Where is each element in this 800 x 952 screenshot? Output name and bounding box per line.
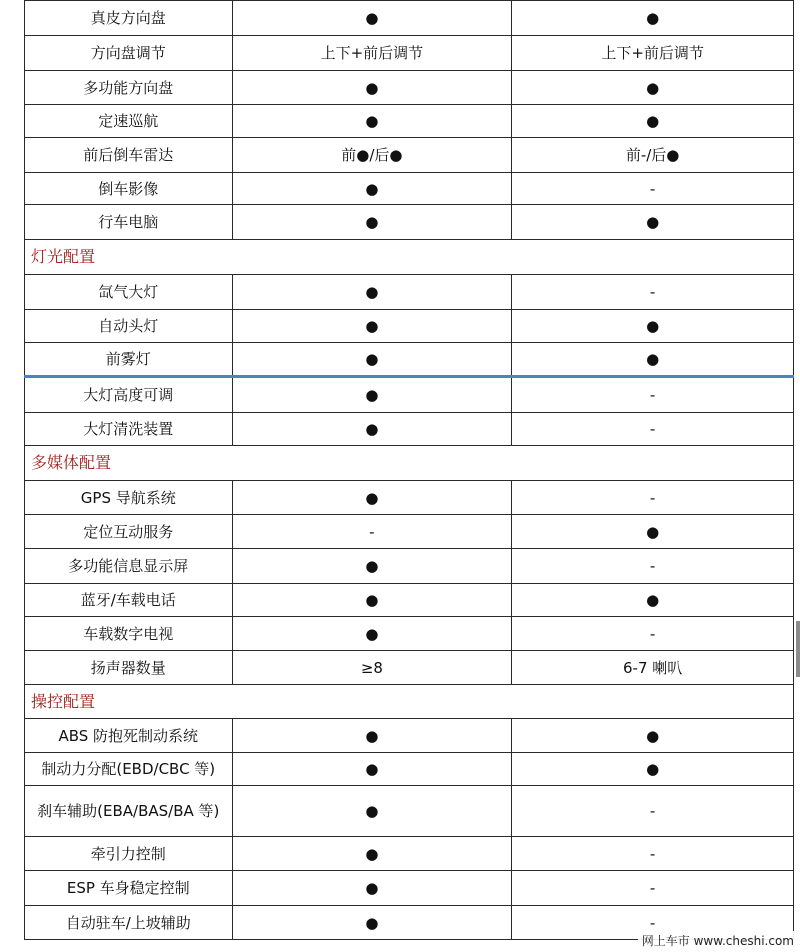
value-model-1: ●: [232, 173, 512, 205]
feature-label: 多功能信息显示屏: [25, 549, 233, 584]
feature-label: 大灯高度可调: [25, 377, 233, 413]
feature-label: 真皮方向盘: [25, 1, 233, 36]
table-row: [25, 377, 794, 413]
value-model-1: ●: [232, 837, 512, 871]
value-model-2: -: [512, 413, 794, 446]
spec-table: [24, 0, 794, 940]
value-model-2: -: [512, 173, 794, 205]
section-header: 灯光配置: [25, 240, 794, 275]
value-model-2: -: [512, 871, 794, 906]
table-row: [25, 105, 794, 138]
table-row: [25, 515, 794, 549]
value-model-1: ●: [232, 719, 512, 753]
value-model-1: ●: [232, 1, 512, 36]
value-model-1: ●: [232, 871, 512, 906]
table-row: [25, 71, 794, 105]
table-row: [25, 138, 794, 173]
feature-label: 牵引力控制: [25, 837, 233, 871]
value-model-2: ●: [512, 343, 794, 377]
feature-label: 蓝牙/车载电话: [25, 584, 233, 617]
feature-label: 多功能方向盘: [25, 71, 233, 105]
value-model-2: ●: [512, 1, 794, 36]
value-model-2: ●: [512, 515, 794, 549]
section-header: 多媒体配置: [25, 446, 794, 481]
value-model-1: ≥8: [232, 651, 512, 685]
table-row: [25, 786, 794, 837]
table-row: [25, 617, 794, 651]
table-row: [25, 173, 794, 205]
value-model-1: 上下+前后调节: [232, 36, 512, 71]
feature-label: 前雾灯: [25, 343, 233, 377]
feature-label: 车载数字电视: [25, 617, 233, 651]
value-model-1: ●: [232, 343, 512, 377]
value-model-2: 上下+前后调节: [512, 36, 794, 71]
value-model-1: ●: [232, 310, 512, 343]
feature-label: 行车电脑: [25, 205, 233, 240]
table-row: [25, 343, 794, 377]
value-model-2: ●: [512, 71, 794, 105]
value-model-1: ●: [232, 906, 512, 940]
value-model-2: -: [512, 617, 794, 651]
feature-label: ESP 车身稳定控制: [25, 871, 233, 906]
value-model-2: ●: [512, 753, 794, 786]
value-model-2: -: [512, 837, 794, 871]
value-model-2: ●: [512, 310, 794, 343]
table-row: [25, 753, 794, 786]
table-row: [25, 549, 794, 584]
value-model-2: -: [512, 906, 794, 940]
feature-label: 前后倒车雷达: [25, 138, 233, 173]
feature-label: 自动头灯: [25, 310, 233, 343]
table-row: [25, 481, 794, 515]
feature-label: 定位互动服务: [25, 515, 233, 549]
value-model-1: ●: [232, 584, 512, 617]
feature-label: 氙气大灯: [25, 275, 233, 310]
table-row: [25, 719, 794, 753]
table-row: [25, 584, 794, 617]
table-row: [25, 205, 794, 240]
value-model-2: ●: [512, 205, 794, 240]
feature-label: 大灯清洗装置: [25, 413, 233, 446]
feature-label: 自动驻车/上坡辅助: [25, 906, 233, 940]
section-header-row: [25, 240, 794, 275]
section-header-row: [25, 446, 794, 481]
value-model-2: -: [512, 549, 794, 584]
value-model-1: ●: [232, 753, 512, 786]
table-row: [25, 310, 794, 343]
scrollbar-thumb[interactable]: [796, 621, 800, 677]
value-model-2: ●: [512, 105, 794, 138]
table-row: [25, 651, 794, 685]
value-model-1: ●: [232, 105, 512, 138]
value-model-1: ●: [232, 786, 512, 837]
table-row: [25, 36, 794, 71]
value-model-2: ●: [512, 719, 794, 753]
value-model-1: ●: [232, 617, 512, 651]
feature-label: 方向盘调节: [25, 36, 233, 71]
value-model-1: -: [232, 515, 512, 549]
value-model-2: -: [512, 786, 794, 837]
value-model-1: ●: [232, 413, 512, 446]
value-model-1: ●: [232, 275, 512, 310]
value-model-2: 6-7 喇叭: [512, 651, 794, 685]
feature-label: ABS 防抱死制动系统: [25, 719, 233, 753]
value-model-1: 前●/后●: [232, 138, 512, 173]
spec-body: [25, 1, 794, 940]
feature-label: GPS 导航系统: [25, 481, 233, 515]
feature-label: 倒车影像: [25, 173, 233, 205]
value-model-1: ●: [232, 71, 512, 105]
feature-label: 扬声器数量: [25, 651, 233, 685]
watermark: 网上车市 www.cheshi.com: [638, 931, 798, 950]
value-model-1: ●: [232, 549, 512, 584]
table-row: [25, 837, 794, 871]
table-row: [25, 871, 794, 906]
value-model-2: -: [512, 377, 794, 413]
section-header-row: [25, 685, 794, 719]
table-row: [25, 1, 794, 36]
feature-label: 刹车辅助(EBA/BAS/BA 等): [25, 786, 233, 837]
feature-label: 制动力分配(EBD/CBC 等): [25, 753, 233, 786]
value-model-1: ●: [232, 205, 512, 240]
table-row: [25, 413, 794, 446]
value-model-2: -: [512, 275, 794, 310]
value-model-2: ●: [512, 584, 794, 617]
section-header: 操控配置: [25, 685, 794, 719]
feature-label: 定速巡航: [25, 105, 233, 138]
value-model-1: ●: [232, 481, 512, 515]
value-model-2: 前-/后●: [512, 138, 794, 173]
value-model-1: ●: [232, 377, 512, 413]
table-row: [25, 275, 794, 310]
value-model-2: -: [512, 481, 794, 515]
